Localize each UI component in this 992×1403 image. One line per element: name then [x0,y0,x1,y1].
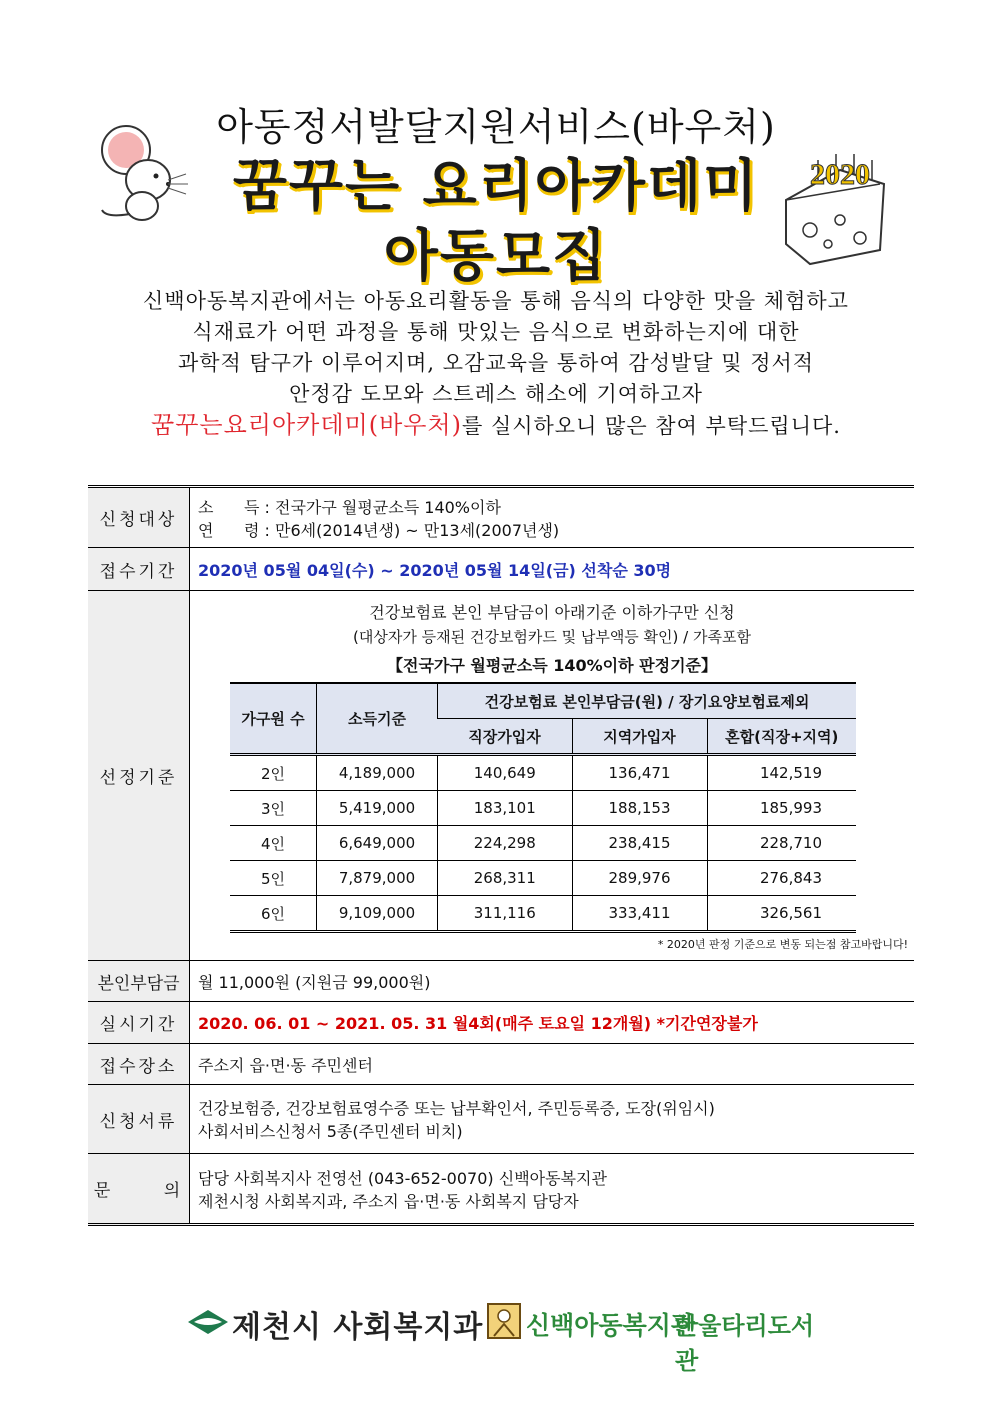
cell-employee: 268,311 [438,861,573,896]
contact-line: 제천시청 사회복지과, 주소지 읍·면·동 사회복지 담당자 [198,1191,579,1211]
intro-line: 신백아동복지관에서는 아동요리활동을 통해 음식의 다양한 맛을 체험하고 [143,289,849,313]
criteria-subline: (대상자가 등재된 건강보험카드 및 납부액등 확인) / 가족포함 [353,628,751,646]
col-household: 가구원 수 [230,683,317,755]
label-criteria: 선정기준 [88,591,190,961]
jecheon-logo-icon [186,1308,230,1336]
value-place: 주소지 읍·면·동 주민센터 [190,1044,915,1085]
cell-income: 4,189,000 [317,755,438,791]
target-age: 연 령 : 만6세(2014년생) ~ 만13세(2007년생) [198,520,560,540]
intro-line: 과학적 탐구가 이루어지며, 오감교육을 통하여 감성발달 및 정서적 [177,351,815,375]
value-copay: 월 11,000원 (지원금 99,000원) [190,961,915,1002]
label-docs: 신청서류 [88,1085,190,1154]
cell-mixed: 276,843 [707,861,856,896]
label-copay: 본인부담금 [88,961,190,1002]
docs-line: 사회서비스신청서 5종(주민센터 비치) [198,1122,463,1141]
value-target [190,487,915,548]
row-criteria [88,591,914,961]
docs-line: 건강보험증, 건강보험료영수증 또는 납부확인서, 주민등록증, 도장(위임시) [198,1099,715,1118]
row-place [88,1044,914,1085]
row-reception [88,548,914,591]
cell-mixed: 326,561 [707,896,856,932]
col-mixed: 혼합(직장+지역) [707,719,856,755]
cell-regional: 289,976 [572,861,707,896]
cell-household: 4인 [230,826,317,861]
value-reception: 2020년 05월 04일(수) ~ 2020년 05월 14일(금) 선착순 30명 [190,548,915,591]
cell-employee: 311,116 [438,896,573,932]
row-docs [88,1085,914,1154]
cell-income: 5,419,000 [317,791,438,826]
intro-line: 안정감 도모와 스트레스 해소에 기여하고자 [289,382,703,406]
footer-org-library [675,1306,826,1376]
value-criteria [190,591,915,961]
cell-regional: 333,411 [572,896,707,932]
criteria-row [230,791,856,826]
label-contact: 문 의 [88,1154,190,1225]
page-title: 꿈꾸는 요리아카데미 [232,154,760,219]
cell-mixed: 185,993 [707,791,856,826]
criteria-note: * 2020년 판정 기준으로 변동 되는점 참고바랍니다! [657,938,908,951]
intro-line [60,410,932,442]
cell-household: 6인 [230,896,317,932]
cell-mixed: 142,519 [707,755,856,791]
cell-income: 9,109,000 [317,896,438,932]
label-reception: 접수기간 [88,548,190,591]
intro-line: 식재료가 어떤 과정을 통해 맛있는 음식으로 변화하는지에 대한 [192,320,800,344]
info-table [88,485,914,1226]
program-name-highlight: 꿈꾸는요리아카데미(바우처) [151,411,462,439]
criteria-heading: 【전국가구 월평균소득 140%이하 판정기준】 [387,656,717,675]
cell-household: 3인 [230,791,317,826]
row-copay [88,961,914,1002]
col-group: 건강보험료 본인부담금(원) / 장기요양보험료제외 [438,683,857,719]
cell-regional: 238,415 [572,826,707,861]
page-subtitle: 아동정서발달지원서비스(바우처) [216,105,776,149]
footer-org-jecheon: 제천시 사회복지과 [232,1310,484,1345]
value-contact [190,1154,915,1225]
intro-paragraph [60,286,932,442]
value-docs [190,1085,915,1154]
cell-employee: 183,101 [438,791,573,826]
col-employee: 직장가입자 [438,719,573,755]
cell-employee: 140,649 [438,755,573,791]
cell-household: 5인 [230,861,317,896]
row-target [88,487,914,548]
target-income: 소 득 : 전국가구 월평균소득 140%이하 [198,497,501,517]
cell-mixed: 228,710 [707,826,856,861]
intro-closing: 를 실시하오니 많은 참여 부탁드립니다. [461,414,841,438]
criteria-row [230,826,856,861]
label-period: 실시기간 [88,1002,190,1044]
welfare-center-icon [486,1300,522,1340]
col-regional: 지역가입자 [572,719,707,755]
library-name: 한울타리도서관 [675,1312,815,1375]
cell-employee: 224,298 [438,826,573,861]
contact-line: 담당 사회복지사 전영선 (043-652-0070) 신백아동복지관 [198,1168,607,1188]
criteria-row [230,755,856,791]
cell-income: 7,879,000 [317,861,438,896]
row-period [88,1002,914,1044]
cell-regional: 188,153 [572,791,707,826]
cell-household: 2인 [230,755,317,791]
cell-income: 6,649,000 [317,826,438,861]
criteria-table [230,682,856,933]
label-target: 신청대상 [88,487,190,548]
value-period: 2020. 06. 01 ~ 2021. 05. 31 월4회(매주 토요일 12개월) *기간연장불가 [190,1002,915,1044]
cell-regional: 136,471 [572,755,707,791]
label-place: 접수장소 [88,1044,190,1085]
footer-org-sinbaek: 신백아동복지관 [526,1311,696,1340]
criteria-row [230,896,856,932]
footer-logos [186,1300,826,1375]
criteria-line: 건강보험료 본인 부담금이 아래기준 이하가구만 신청 [369,603,735,622]
row-contact [88,1154,914,1225]
page-title-recruit: 아동모집 [383,224,609,289]
col-income: 소득기준 [317,683,438,755]
criteria-row [230,861,856,896]
year-badge: 2020 [810,158,870,191]
